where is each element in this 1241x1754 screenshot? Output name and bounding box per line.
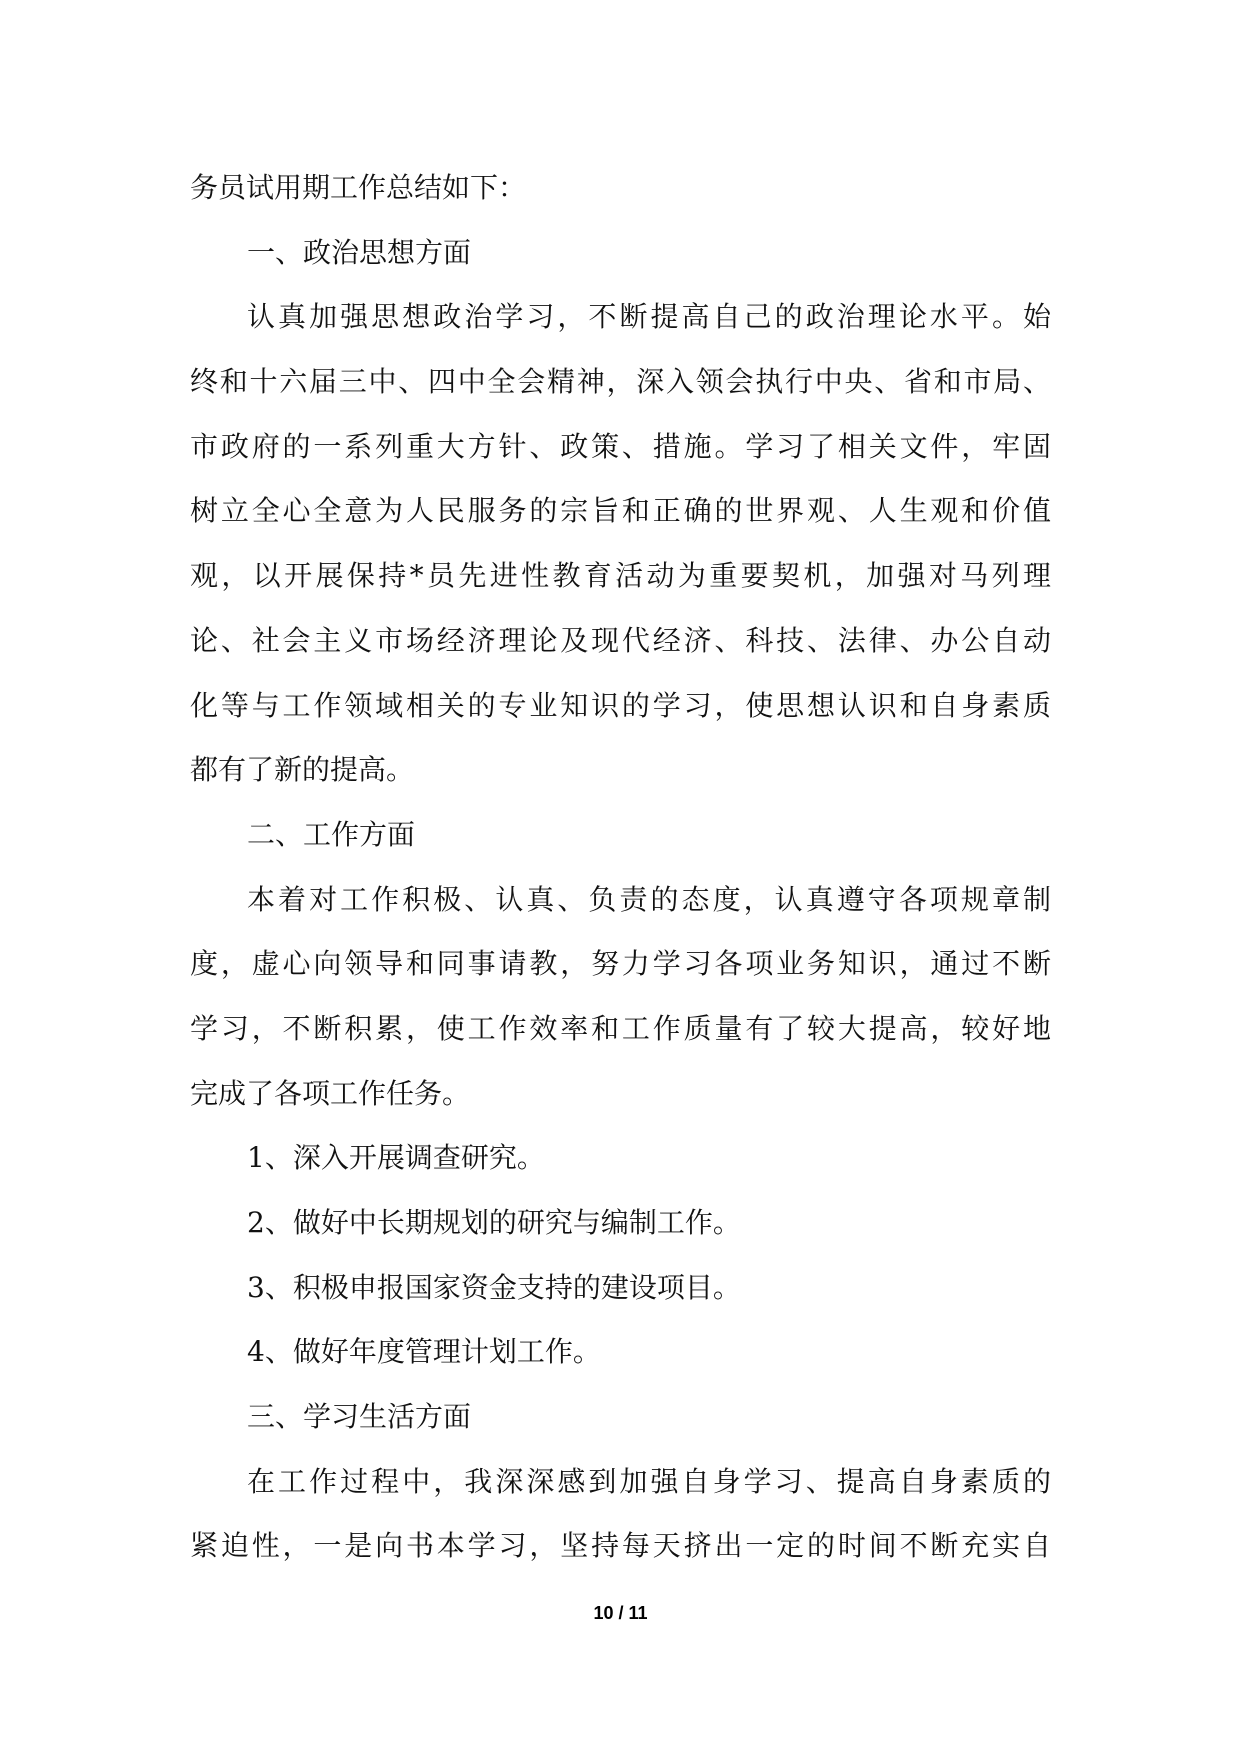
text-line: 化等与工作领域相关的专业知识的学习，使思想认识和自身素质 — [190, 688, 1051, 722]
text-line: 在工作过程中，我深深感到加强自身学习、提高自身素质的 — [247, 1464, 1051, 1498]
text-line: 树立全心全意为人民服务的宗旨和正确的世界观、人生观和价值 — [190, 494, 1051, 528]
text-line: 观，以开展保持*员先进性教育活动为重要契机，加强对马列理 — [190, 559, 1051, 593]
text-line: 本着对工作积极、认真、负责的态度，认真遵守各项规章制 — [247, 882, 1051, 916]
text-line: 终和十六届三中、四中全会精神，深入领会执行中央、省和市局、 — [190, 365, 1051, 399]
text-line: 完成了各项工作任务。 — [190, 1076, 471, 1110]
text-line: 2、做好中长期规划的研究与编制工作。 — [247, 1206, 741, 1239]
text-line: 务员试用期工作总结如下： — [190, 171, 527, 204]
document-body — [190, 156, 1051, 1579]
text-line: 市政府的一系列重大方针、政策、措施。学习了相关文件，牢固 — [190, 429, 1051, 463]
text-line: 度，虚心向领导和同事请教，努力学习各项业务知识，通过不断 — [190, 947, 1051, 981]
text-line: 三、学习生活方面 — [247, 1400, 472, 1434]
text-line: 一、政治思想方面 — [247, 235, 472, 269]
text-line: 认真加强思想政治学习，不断提高自己的政治理论水平。始 — [247, 300, 1051, 334]
text-line: 紧迫性，一是向书本学习，坚持每天挤出一定的时间不断充实自 — [190, 1529, 1051, 1563]
text-line: 都有了新的提高。 — [190, 753, 415, 787]
text-line: 1、深入开展调查研究。 — [247, 1141, 545, 1175]
text-line: 二、工作方面 — [247, 817, 416, 851]
text-line: 3、积极申报国家资金支持的建设项目。 — [247, 1270, 741, 1304]
page-number: 10 / 11 — [593, 1603, 648, 1623]
text-line: 学习，不断积累，使工作效率和工作质量有了较大提高，较好地 — [190, 1011, 1051, 1045]
text-line: 论、社会主义市场经济理论及现代经济、科技、法律、办公自动 — [190, 623, 1051, 657]
text-line: 4、做好年度管理计划工作。 — [247, 1335, 601, 1369]
